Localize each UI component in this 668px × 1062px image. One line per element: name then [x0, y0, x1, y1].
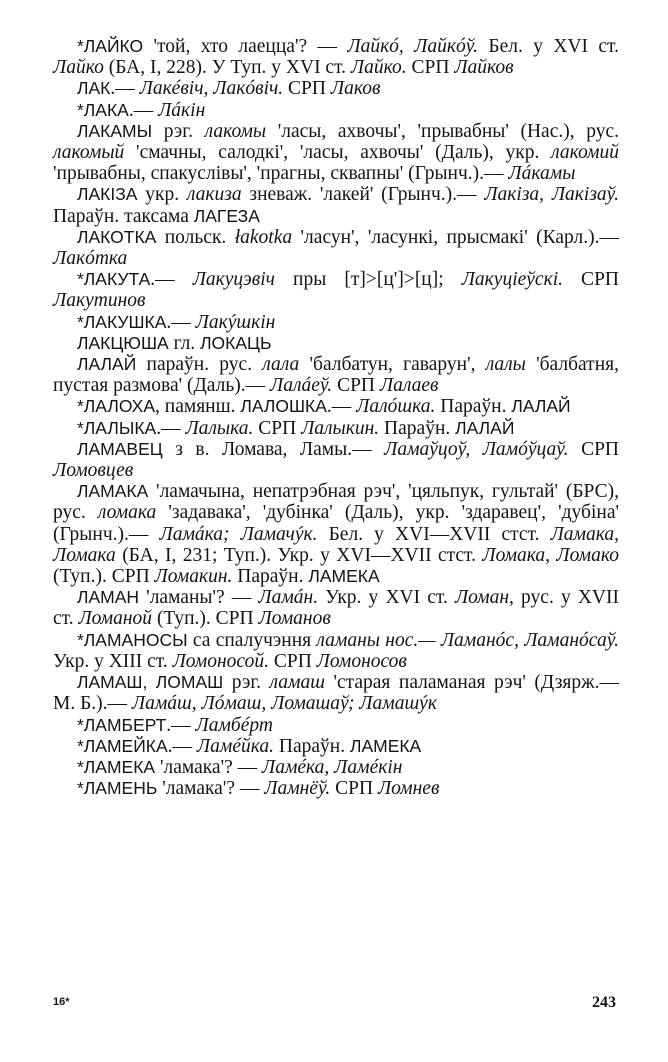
headword: ЛАМЕКА — [349, 735, 422, 756]
dictionary-entry — [53, 100, 619, 121]
entry-text: Укр. у XVI ст. — [318, 587, 455, 609]
italic-form: лалы — [485, 354, 526, 376]
italic-form: Ламéка, Ламéкін — [261, 756, 403, 778]
entry-text: 'ламака'? — — [157, 778, 265, 800]
headword: *ЛАМЕНЬ — [77, 778, 158, 799]
entry-text: .— — [150, 269, 193, 291]
italic-form: лала — [262, 354, 300, 376]
entry-text: 'старая паламаная рэч' (Дзярж.— М. Б.).— — [53, 672, 619, 715]
italic-form: ломака — [97, 502, 157, 524]
entry-text: (БА, I, 231; Туп.). Укр. у XVI—XVII стст. — [115, 544, 483, 566]
dictionary-entry — [53, 715, 619, 736]
dictionary-entry — [53, 354, 619, 396]
dictionary-entry — [53, 439, 619, 481]
italic-form: Лалыка. — [185, 417, 254, 439]
headword: *ЛАМБЕРТ — [77, 714, 167, 735]
entries-column — [53, 36, 619, 799]
entry-text: з в. Ломава, Ламы.— — [162, 438, 385, 460]
italic-form: Лалáеў. — [270, 375, 333, 397]
italic-form: Лайко. — [350, 57, 407, 79]
italic-form: Ламбéрт — [195, 714, 273, 736]
italic-form: ламаш — [269, 672, 325, 694]
headword: ЛАКОТКА — [77, 226, 157, 247]
italic-form: Лаков — [330, 78, 381, 100]
headword: ЛАМАШ, ЛОМАШ — [77, 672, 224, 693]
entry-text: рэг. — [152, 120, 205, 142]
page-number: 243 — [592, 994, 616, 1011]
headword: ЛАМАН — [77, 587, 140, 608]
entry-text: 'той, хто лаецца'? — — [143, 36, 348, 57]
entry-text: 'прывабны, спакуслівы', 'прагны, сквапны' (Грынч.).— — [53, 163, 509, 185]
entry-text: .— — [110, 78, 140, 100]
italic-form: Ломовцев — [53, 460, 134, 482]
italic-form: Лакýшкін — [195, 311, 276, 333]
entry-text: Укр. у XIII ст. — [53, 650, 173, 672]
italic-form: Лакуцэвіч — [192, 269, 275, 291]
headword: *ЛАМЕКА — [77, 756, 156, 777]
entry-text: (БА, I, 228). У Туп. у XVI ст. — [103, 57, 351, 79]
dictionary-entry — [53, 481, 619, 587]
italic-form: Лáкамы — [508, 163, 576, 185]
italic-form: Лакóтка — [53, 248, 128, 270]
headword: ЛАКЦЮША — [77, 332, 169, 353]
entry-text: СРП — [563, 269, 619, 291]
italic-form: лакомы — [204, 120, 267, 142]
italic-form: łakotka — [234, 226, 293, 248]
dictionary-entry — [53, 630, 619, 672]
italic-form: Лалóшка. — [356, 396, 436, 418]
entry-text: 'ламака'? — — [155, 756, 262, 778]
italic-form: Лакуціеўскі. — [461, 269, 563, 291]
entry-text: 'ласун', 'ласункі, прысмакі' (Карл.).— — [292, 226, 619, 248]
entry-text: СРП — [568, 438, 620, 460]
headword: ЛАКАМЫ — [77, 120, 153, 141]
entry-text: .— — [128, 99, 159, 121]
italic-form: Лайкó, Лайкóў. — [347, 36, 479, 57]
headword: ЛАКІЗА — [77, 184, 138, 205]
italic-form: Ламáка; Ламачýк. — [159, 523, 318, 545]
entry-text: СРП — [406, 57, 455, 79]
italic-form: ламаны нос.— Ламанóс, Ламанóсаў. — [316, 629, 619, 651]
italic-form: Лáкін — [158, 99, 206, 121]
entry-text: 'смачны, салодкі', 'ласы, ахвочы' (Даль), укр. — [124, 142, 552, 164]
headword: *ЛАКА — [77, 99, 129, 120]
entry-text: Параўн. таксама — [53, 205, 194, 227]
entry-text: рус. у XVII ст. — [53, 587, 619, 630]
italic-form: лакиза — [186, 184, 242, 206]
italic-form: Ломаной — [78, 608, 153, 630]
headword: ЛАМАВЕЦ — [77, 438, 163, 459]
headword: ЛАМЕКА — [308, 566, 380, 587]
italic-form: Лайков — [454, 57, 514, 79]
dictionary-entry — [53, 184, 619, 226]
entry-text: гл. — [168, 332, 201, 354]
headword: ЛАМАКА — [77, 481, 149, 502]
entry-text: 'ламачына, непатрэбная рэч', 'цяльпук, гультай' (БРС), рус. — [53, 481, 619, 524]
entry-text: (Туп.). СРП — [53, 566, 155, 588]
entry-text: 'балбатня, пустая размова' (Даль).— — [53, 354, 619, 397]
dictionary-entry — [53, 78, 619, 99]
italic-form: Ломоносов — [316, 650, 407, 672]
italic-form: Ломанов — [258, 608, 331, 630]
headword: *ЛАЛОХА — [77, 396, 156, 417]
italic-form: Ломан, — [454, 587, 514, 609]
italic-form: лакомый — [53, 142, 125, 164]
entry-text: .— — [326, 396, 357, 418]
dictionary-entry — [53, 736, 619, 757]
entry-text: Параўн. — [379, 417, 456, 439]
headword: ЛАЛАЙ — [455, 417, 515, 438]
italic-form: Лакéвіч, Лакóвіч. — [139, 78, 284, 100]
dictionary-entry — [53, 396, 619, 417]
entry-text: пры [т]>[ц']>[ц]; — [274, 269, 462, 291]
italic-form: Ламéйка. — [196, 735, 274, 757]
headword: *ЛАКУТА — [77, 269, 151, 290]
entry-text: СРП — [253, 417, 302, 439]
entry-text: СРП — [330, 778, 378, 800]
entry-text: параўн. рус. — [136, 354, 263, 376]
entry-text: .— — [166, 714, 196, 736]
printer-signature: 16* — [53, 996, 70, 1008]
italic-form: Ломака, Ломако — [482, 544, 619, 566]
italic-form: Ламáш, Лóмаш, Ломашаў; Ламашýк — [131, 693, 437, 715]
entry-text: (Туп.). СРП — [152, 608, 259, 630]
dictionary-entry — [53, 312, 619, 333]
entry-text: .— — [156, 417, 186, 439]
entry-text: .— — [166, 311, 196, 333]
entry-text: польск. — [156, 226, 235, 248]
headword: *ЛАМЕЙКА — [77, 735, 168, 756]
entry-text: 'ламаны'? — — [139, 587, 259, 609]
italic-form: Лалаев — [379, 375, 439, 397]
italic-form: Лайко — [53, 57, 104, 79]
entry-text: СРП — [283, 78, 331, 100]
italic-form: Ломнев — [377, 778, 440, 800]
headword: *ЛАМАНОСЫ — [77, 629, 188, 650]
dictionary-entry — [53, 757, 619, 778]
dictionary-entry — [53, 587, 619, 629]
dictionary-entry — [53, 269, 619, 311]
headword: ЛАК — [77, 78, 111, 99]
headword: *ЛАКУШКА — [77, 311, 167, 332]
dictionary-entry — [53, 778, 619, 799]
italic-form: Ломакин. — [154, 566, 233, 588]
dictionary-entry — [53, 227, 619, 269]
entry-text: зневаж. 'лакей' (Грынч.).— — [241, 184, 485, 206]
headword: *ЛАЛЫКА — [77, 417, 157, 438]
entry-text: 'балбатун, гаварун', — [299, 354, 486, 376]
headword: ЛОКАЦЬ — [200, 332, 272, 353]
headword: ЛАГЕЗА — [193, 205, 260, 226]
entry-text: СРП — [332, 375, 380, 397]
entry-text: 'задавака', 'дубінка' (Даль), укр. 'здаравец', 'дубіна' (Грынч.).— — [53, 502, 619, 545]
headword: ЛАЛОШКА — [240, 396, 327, 417]
italic-form: Ламаўцоў, Ламóўцаў. — [384, 438, 569, 460]
dictionary-entry — [53, 121, 619, 185]
entry-text: рэг. — [223, 672, 270, 694]
dictionary-entry — [53, 36, 619, 78]
italic-form: Ломоносой. — [172, 650, 269, 672]
italic-form: лакомий — [551, 142, 619, 164]
italic-form: Лакутинов — [53, 290, 146, 312]
entry-text: са спалучэння — [187, 629, 317, 651]
entry-text: Бел. у XVI—XVII стст. — [317, 523, 551, 545]
italic-form: Ламнёў. — [264, 778, 331, 800]
entry-text: 'ласы, ахвочы', 'прывабны' (Нас.), рус. — [266, 120, 619, 142]
entry-text: .— — [167, 735, 197, 757]
entry-text: Бел. у XVI ст. — [478, 36, 619, 57]
entry-text: укр. — [137, 184, 187, 206]
entry-text: Параўн. — [274, 735, 350, 757]
dictionary-entry — [53, 333, 619, 354]
dictionary-entry — [53, 418, 619, 439]
entry-text: Параўн. — [435, 396, 512, 418]
italic-form: Ламáн. — [258, 587, 319, 609]
entry-text: Параўн. — [232, 566, 309, 588]
headword: *ЛАЙКО — [77, 36, 144, 56]
headword: ЛАЛАЙ — [511, 396, 571, 417]
italic-form: Лалыкин. — [301, 417, 380, 439]
italic-form: Лакіза, Лакізаў. — [484, 184, 619, 206]
dictionary-entry — [53, 672, 619, 714]
entry-text: СРП — [268, 650, 317, 672]
headword: ЛАЛАЙ — [77, 354, 137, 375]
italic-form: Ламака, Ломака — [53, 523, 619, 566]
entry-text: , памянш. — [155, 396, 241, 418]
